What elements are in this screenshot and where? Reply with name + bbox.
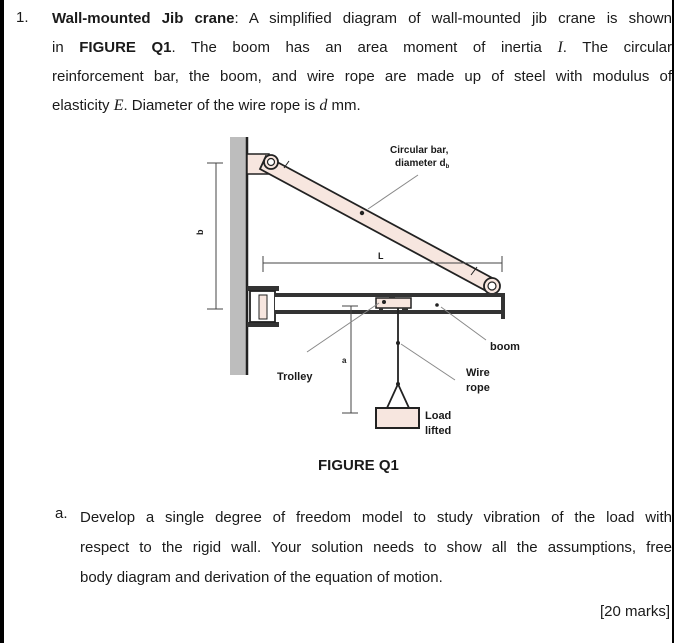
circular-bar-label-1: Circular bar, bbox=[390, 145, 449, 156]
circular-bar-leader bbox=[368, 175, 418, 209]
circular-bar bbox=[260, 155, 500, 294]
circular-bar-label-2: diameter $d_b$ bbox=[395, 158, 450, 170]
boom-bracket bbox=[247, 286, 279, 327]
intro-line-3: reinforcement bar, the boom, and wire rope are made up of steel with modulus of bbox=[52, 68, 672, 85]
intro-line-1: Wall-mounted Jib crane: A simplified diagram of wall-mounted jib crane is shown bbox=[52, 10, 672, 27]
var-E: E bbox=[113, 97, 124, 114]
jib-crane-diagram bbox=[190, 125, 530, 485]
dimension-b bbox=[207, 163, 223, 309]
dim-L-label: L bbox=[378, 251, 384, 261]
wire-rope-label-2: rope bbox=[466, 382, 490, 394]
intro-line-2: in FIGURE Q1. The boom has an area moment of inertia I. The circular bbox=[52, 39, 673, 56]
dim-a-label: a bbox=[342, 356, 347, 365]
intro-line-4: elasticity E. Diameter of the wire rope is d mm. bbox=[52, 97, 361, 114]
part-a-line-2: respect to the rigid wall. Your solution needs to show all the assumptions, free bbox=[80, 539, 672, 556]
trolley-label: Trolley bbox=[277, 371, 313, 383]
jib-crane-figure bbox=[190, 125, 530, 485]
wall bbox=[230, 137, 247, 375]
load-label-2: lifted bbox=[425, 425, 452, 437]
var-d: d bbox=[319, 97, 328, 114]
wire-rope-label-1: Wire bbox=[466, 367, 490, 379]
question-number: 1. bbox=[16, 9, 29, 26]
load-label-1: Load bbox=[425, 410, 452, 422]
question-title: Wall-mounted Jib crane bbox=[52, 10, 235, 27]
figure-reference: FIGURE Q1 bbox=[79, 39, 172, 56]
figure-caption: FIGURE Q1 bbox=[318, 457, 399, 474]
boom-label: boom bbox=[490, 341, 520, 353]
dim-b-label: b bbox=[195, 229, 205, 235]
left-border bbox=[0, 0, 4, 643]
part-a-text bbox=[80, 503, 672, 593]
part-a-label: a. bbox=[55, 505, 68, 522]
question-intro bbox=[52, 4, 672, 120]
var-I: I bbox=[557, 39, 563, 56]
part-a-line-1: Develop a single degree of freedom model to study vibration of the load with bbox=[80, 509, 672, 526]
marks-label: [20 marks] bbox=[599, 603, 670, 620]
part-a-line-3: body diagram and derivation of the equation of motion. bbox=[80, 569, 443, 586]
wire-rope-leader bbox=[401, 344, 455, 380]
load bbox=[376, 408, 419, 428]
